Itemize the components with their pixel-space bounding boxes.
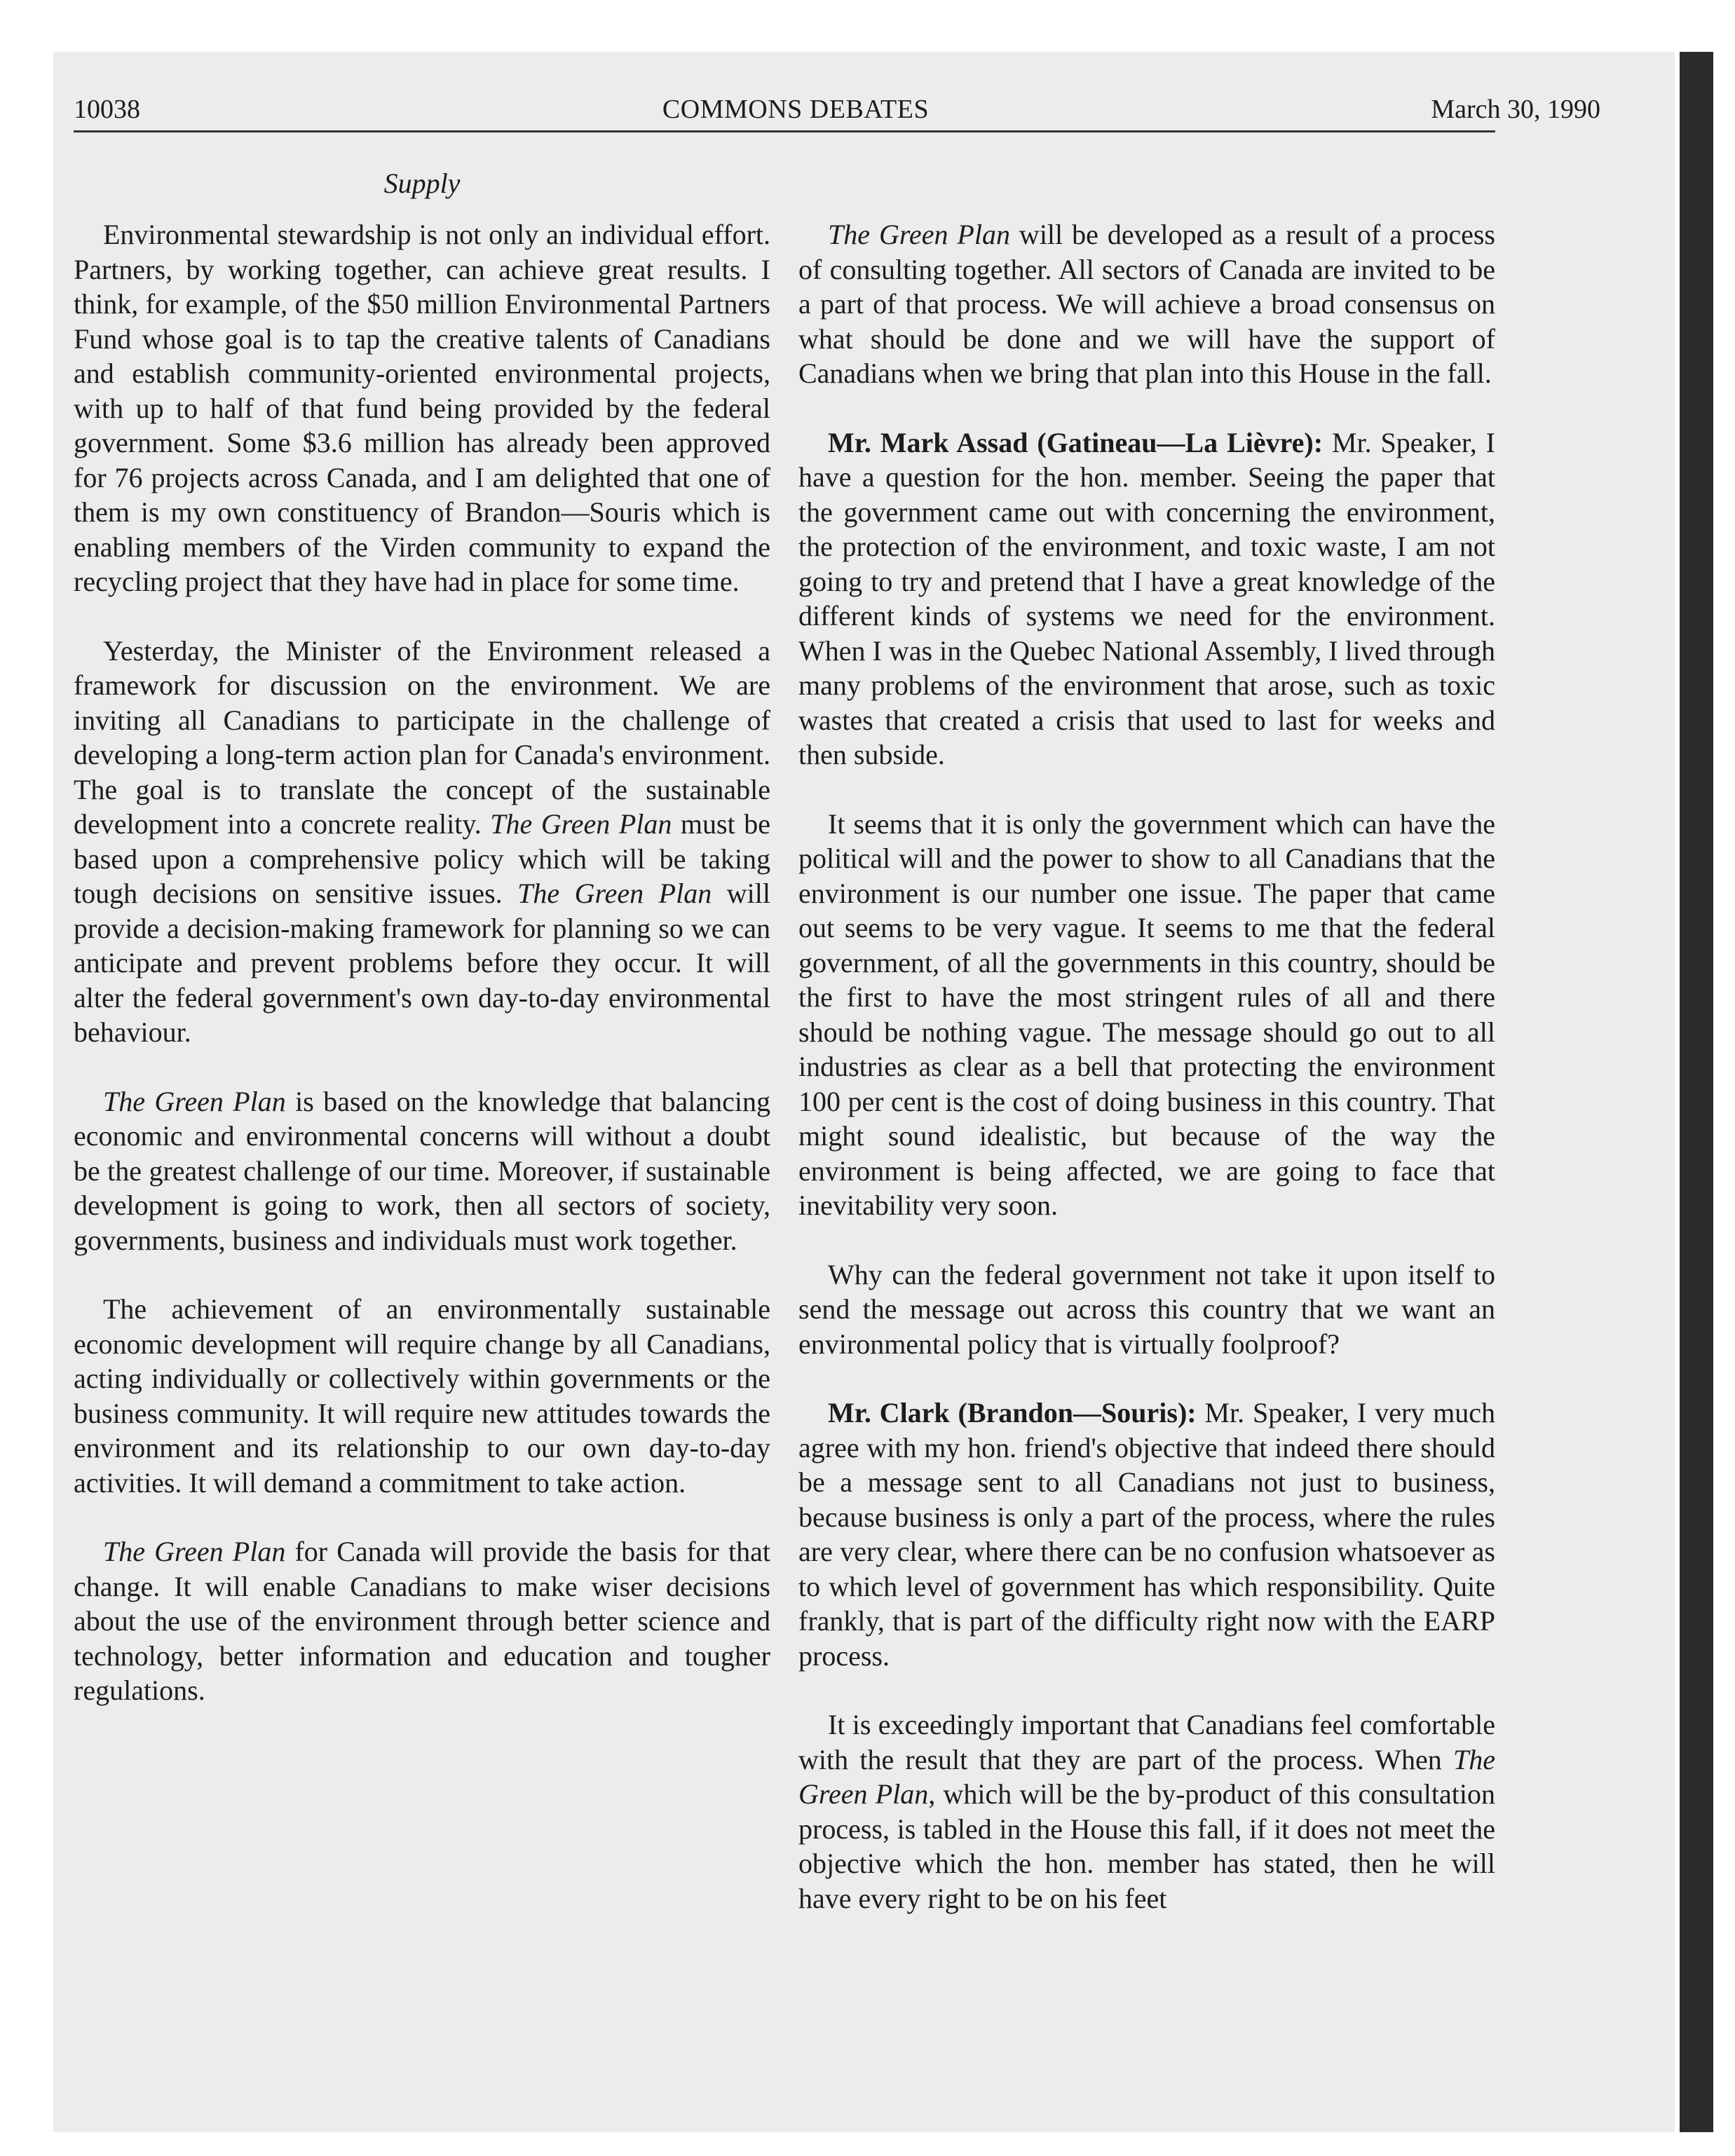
italic-title: The Green Plan bbox=[517, 878, 712, 909]
italic-title: The Green Plan bbox=[103, 1085, 286, 1117]
paragraph: Mr. Mark Assad (Gatineau—La Lièvre): Mr. Speaker, I have a question for the hon. member. Seeing the paper that the government came out with concerning the environment, the protection of the environment, and toxic waste, I am not going to try and pretend that I have a great knowledge of the different kinds of systems we need for the environment. When I was in the Quebec National Assembly, I lived through many problems of the environment that arose, such as toxic wastes that created a crisis that used to last for weeks and then subside. bbox=[798, 426, 1495, 770]
scan-edge-shadow bbox=[1680, 52, 1713, 2132]
italic-title: The Green Plan bbox=[798, 1743, 1495, 1810]
paragraph: It is exceedingly important that Canadians feel comfortable with the result that they are part of the process. When The Green Plan, which will be the by-product of this consultation process, is tabled in the House this fall, if it does not meet the objective which the hon. member has stated, then he will have every right to be on his feet bbox=[798, 1709, 1496, 1914]
paragraph: Environmental stewardship is not only an individual effort. Partners, by working together, can achieve great results. I think, for example, of the $50 million Environmental Partners Fund whose goal is to tap the creative talents of Canadians and establish community-oriented environmental projects, with up to half of that fund being provided by the federal government. Some $3.6 million has already been approved for 76 projects across Canada, and I am delighted that one of them is my own constituency of Brandon—Souris which is enabling members of the Virden community to expand the recycling project that they have had in place for some time. bbox=[74, 219, 770, 597]
speaker-name: Mr. Clark (Brandon—Souris): bbox=[828, 1397, 1197, 1428]
paragraph: The achievement of an environmentally sustainable economic development will require change by all Canadians, acting individually or collectively within governments or the business community. It will require new attitudes towards the environment and its relationship to our own day-to-day activities. It will demand a commitment to take action. bbox=[74, 1293, 770, 1499]
paragraph: Mr. Clark (Brandon—Souris): Mr. Speaker, I very much agree with my hon. friend's objective that indeed there should be a message sent to all Canadians not just to business, because business is only a part of the process, where the rules are very clear, where there can be no confusion whatsoever as to which level of government has which responsibility. Quite frankly, that is part of the difficulty right now with the EARP process. bbox=[798, 1397, 1495, 1672]
left-column bbox=[74, 217, 770, 1742]
paragraph: It seems that it is only the government which can have the political will and the power to show to all Canadians that the environment is our number one issue. The paper that came out seems to be very vague. It seems to me that the federal government, of all the governments in this country, should be the first to have the most stringent rules of all and there should be nothing vague. The message should go out to all industries as clear as a bell that protecting the environment 100 per cent is the cost of doing business in this country. That might sound idealistic, but because of the way the environment is being affected, we are going to face that inevitability very soon. bbox=[798, 807, 1495, 1221]
italic-title: The Green Plan bbox=[490, 808, 672, 840]
italic-title: The Green Plan bbox=[103, 1536, 286, 1567]
paragraph: The Green Plan for Canada will provide the basis for that change. It will enable Canadians to make wiser decisions about the use of the environment through better science and technology, better information and education and tougher regulations. bbox=[74, 1536, 770, 1706]
paragraph: The Green Plan will be developed as a result of a process of consulting together. All sectors of Canada are invited to be a part of that process. We will achieve a broad consensus on what should be done and we will have the support of Canadians when we bring that plan into this House in the fall. bbox=[798, 219, 1495, 389]
publication-title: COMMONS DEBATES bbox=[662, 95, 930, 124]
section-label: Supply bbox=[383, 168, 461, 199]
paragraph: Yesterday, the Minister of the Environment released a framework for discussion on the environment. We are inviting all Canadians to participate in the challenge of developing a long-term action plan for Canada's environment. The goal is to translate the concept of the sustainable development into a concrete reality. The Green Plan must be based upon a comprehensive policy which will be taking tough decisions on sensitive issues. The Green Plan will provide a decision-making framework for planning so we can anticipate and prevent problems before they occur. It will alter the federal government's own day-to-day environmental behaviour. bbox=[74, 634, 770, 1048]
publication-date: March 30, 1990 bbox=[1431, 95, 1600, 124]
right-column bbox=[798, 217, 1495, 1950]
paragraph: Why can the federal government not take it upon itself to send the message out across this country that we want an environmental policy that is virtually foolproof? bbox=[798, 1258, 1495, 1360]
header-rule bbox=[74, 130, 1495, 132]
page-number: 10038 bbox=[74, 95, 140, 124]
paragraph: The Green Plan is based on the knowledge that balancing economic and environmental concerns will without a doubt be the greatest challenge of our time. Moreover, if sustainable development is going to work, then all sectors of society, governments, business and individuals must work together. bbox=[74, 1085, 770, 1256]
italic-title: The Green Plan bbox=[828, 219, 1010, 250]
speaker-name: Mr. Mark Assad (Gatineau—La Lièvre): bbox=[828, 426, 1324, 458]
